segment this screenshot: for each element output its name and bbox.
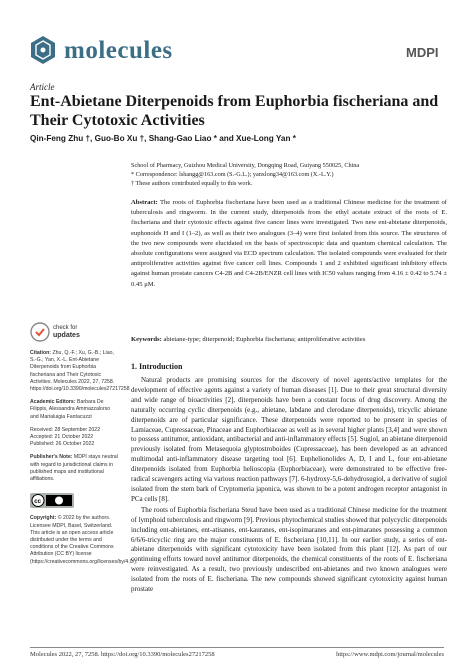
- accepted-date: Accepted: 21 October 2022: [30, 434, 94, 441]
- footer-citation[interactable]: Molecules 2022, 27, 7258. https://doi.org/10.3390/molecules27217258: [30, 651, 215, 658]
- introduction-body: [131, 376, 447, 595]
- abstract-text: The roots of Euphorbia fischeriana have been used as a traditional Chinese medicine for the treatment of tuberculosis and ringworm. In the current study, diterpenoids from the ethyl acetate extract of the roots of E. fischeriana and their cytotoxic effects against five cancer lines were investigated. Two new ent-abietane diterpenoids, euphonoids H and I (1–2), as well as their two analogues (3–4) were first isolated from this source. The structures of the two new compounds were elucidated on the basis of spectroscopic data and quantum chemical calculation. The absolute configurations were assigned via ECD spectrum calculation. The isolated compounds were evaluated for their antiproliferative activities against five cancer cell lines. Compounds 1 and 2 exhibited significant inhibitory effects against human prostate cancers C4-2B and C4-2B/ENZR cell lines with IC50 values ranging from 4.16 ± 0.42 to 5.74 ± 0.45 μM.: [131, 199, 447, 288]
- cc-by-license-icon[interactable]: [30, 493, 74, 508]
- article-type: Article: [30, 82, 55, 92]
- keywords: [131, 335, 447, 345]
- journal-header: [30, 33, 444, 73]
- article-sidebar: [30, 350, 138, 572]
- check-updates-icon: [30, 322, 50, 342]
- keywords-text: abietane-type; diterpenoid; Euphorbia fischeriana; antiproliferative activities: [163, 336, 366, 343]
- abstract: [131, 198, 447, 290]
- publisher-note-text: MDPI stays neutral with regard to jurisdictional claims in published maps and institutional affiliations.: [30, 454, 118, 483]
- citation-block: [30, 350, 130, 393]
- editors-text: Barbara De Filippis, Alessandra Ammazzalorso and Marialuigia Fantacuzzi: [30, 399, 111, 420]
- svg-text:MDPI: MDPI: [406, 45, 439, 60]
- check-updates-line1: check for: [53, 325, 78, 331]
- abstract-label: Abstract:: [131, 199, 158, 206]
- mdpi-logo-icon: [406, 43, 444, 61]
- copyright-label: Copyright:: [30, 515, 57, 522]
- check-updates-line2: updates: [53, 332, 80, 339]
- affiliation: School of Pharmacy, Guizhou Medical University, Dongqing Road, Guiyang 550025, China: [131, 162, 360, 169]
- cc-text: cc: [34, 499, 41, 506]
- citation-text[interactable]: Zhu, Q.-F.; Xu, G.-B.; Liao, S.-G.; Yan, X.-L. Ent-Abietane Diterpenoids from Euphorbia fischeriana and Their Cytotoxic Activities. Molecules 2022, 27, 7258. https://doi.org/10.3390/molecules27217258: [30, 350, 130, 393]
- received-date: Received: 28 September 2022: [30, 426, 101, 433]
- check-for-updates-badge[interactable]: [30, 322, 90, 344]
- equal-contribution-note: † These authors contributed equally to this work.: [131, 179, 253, 187]
- citation-label: Citation:: [30, 350, 52, 356]
- molecules-logo-icon: [30, 35, 56, 65]
- affiliation-block: [131, 162, 451, 188]
- introduction-paragraph-1: Natural products are promising sources for the discovery of novel agents/active templates for the development of effective agents against a variety of human diseases [1]. Due to their great structural diversity and wide range of bioactivities [2], diterpenoids have been a constant focus of drug discovery. Among the naturally occurring cyclic diterpenoids (e.g., abietane, labdane and clerodane diterpenoids), tricyclic abietane diterpenoids are of particular significance. These diterpenoids were reported to be present in species of Lamiaceae, Cupressaceae, Pinaceae and Euphorbiaceae as well as in several higher plants [3,4] and were shown to possess antitumor, antioxidant, antibacterial and anti-inflammatory effects [5]. Sugiol, an abietane diterpenoid previously isolated from Metasequoia glyptostroboides (Cupressaceae), has been developed as an advanced multimodal anti-inflammatory disease targeting tool [6]. Euphelionolides A, D, I and L, four ent-abietane diterpenoids isolated from Euphorbia helioscopia (Euphorbiaceae), were demonstrated to be effective free-radical scavengers acting via various reaction pathways [7]. 6-hydroxy-5,6-dehydrosugiol, a derivative of sugiol isolated from the stem bark of Cryptomeria japonica, was shown to be a potent androgen receptor antagonist in PCa cells [8].: [131, 376, 447, 503]
- published-date: Published: 26 October 2022: [30, 441, 95, 448]
- article-title: Ent-Abietane Diterpenoids from Euphorbia fischeriana and Their Cytotoxic Activities: [30, 93, 439, 129]
- footer-divider: [30, 647, 444, 648]
- footer-journal-url[interactable]: https://www.mdpi.com/journal/molecules: [336, 651, 444, 658]
- correspondence: * Correspondence: lshangg@163.com (S.-G.L.); yanxlong34@163.com (X.-L.Y.): [131, 170, 334, 178]
- introduction-heading: 1. Introduction: [131, 362, 183, 371]
- keywords-label: Keywords:: [131, 336, 162, 343]
- publisher-note-block: [30, 454, 120, 483]
- introduction-paragraph-2: The roots of Euphorbia fischeriana Steud have been used as a traditional Chinese medicine for the treatment of lymphoid tuberculosis and ringworm [9]. Previous phytochemical studies showed that polycyclic diterpenoids including ent-abietanes, ent-atisanes, ent-kauranes, ent-isopimaranes and ent-pimaranes possessing a common 6/6/6-tricyclic ring are the major constituents of E. fischeriana [10,11]. In our earlier study, a series of ent-abietane diterpenoids with significant cytotoxicity have been isolated from this plant [12]. As part of our continuing efforts toward novel antitumor diterpenoids, the chemical constituents of the roots of E. fischeriana were reinvestigated. As a result, two previously undescribed ent-abietanes and two known analogues were isolated from the roots of E. fischeriana. The new compounds showed significant cytotoxicity against human prostate: [131, 505, 447, 594]
- author-list: Qin-Feng Zhu †, Guo-Bo Xu †, Shang-Gao Liao * and Xue-Long Yan *: [30, 134, 296, 143]
- copyright-block: [30, 515, 138, 565]
- editors-label: Academic Editors:: [30, 399, 76, 406]
- editors-block: [30, 399, 120, 421]
- publisher-note-label: Publisher's Note:: [30, 454, 73, 461]
- copyright-text: © 2022 by the authors. Licensee MDPI, Basel, Switzerland. This article is an open access article distributed under the terms and conditions of the Creative Commons Attribution (CC BY) license (https://creativecommons.org/licenses/by/4.0/).: [30, 515, 138, 565]
- dates-block: [30, 427, 120, 449]
- page-footer: [30, 651, 444, 658]
- journal-name: molecules: [64, 37, 173, 64]
